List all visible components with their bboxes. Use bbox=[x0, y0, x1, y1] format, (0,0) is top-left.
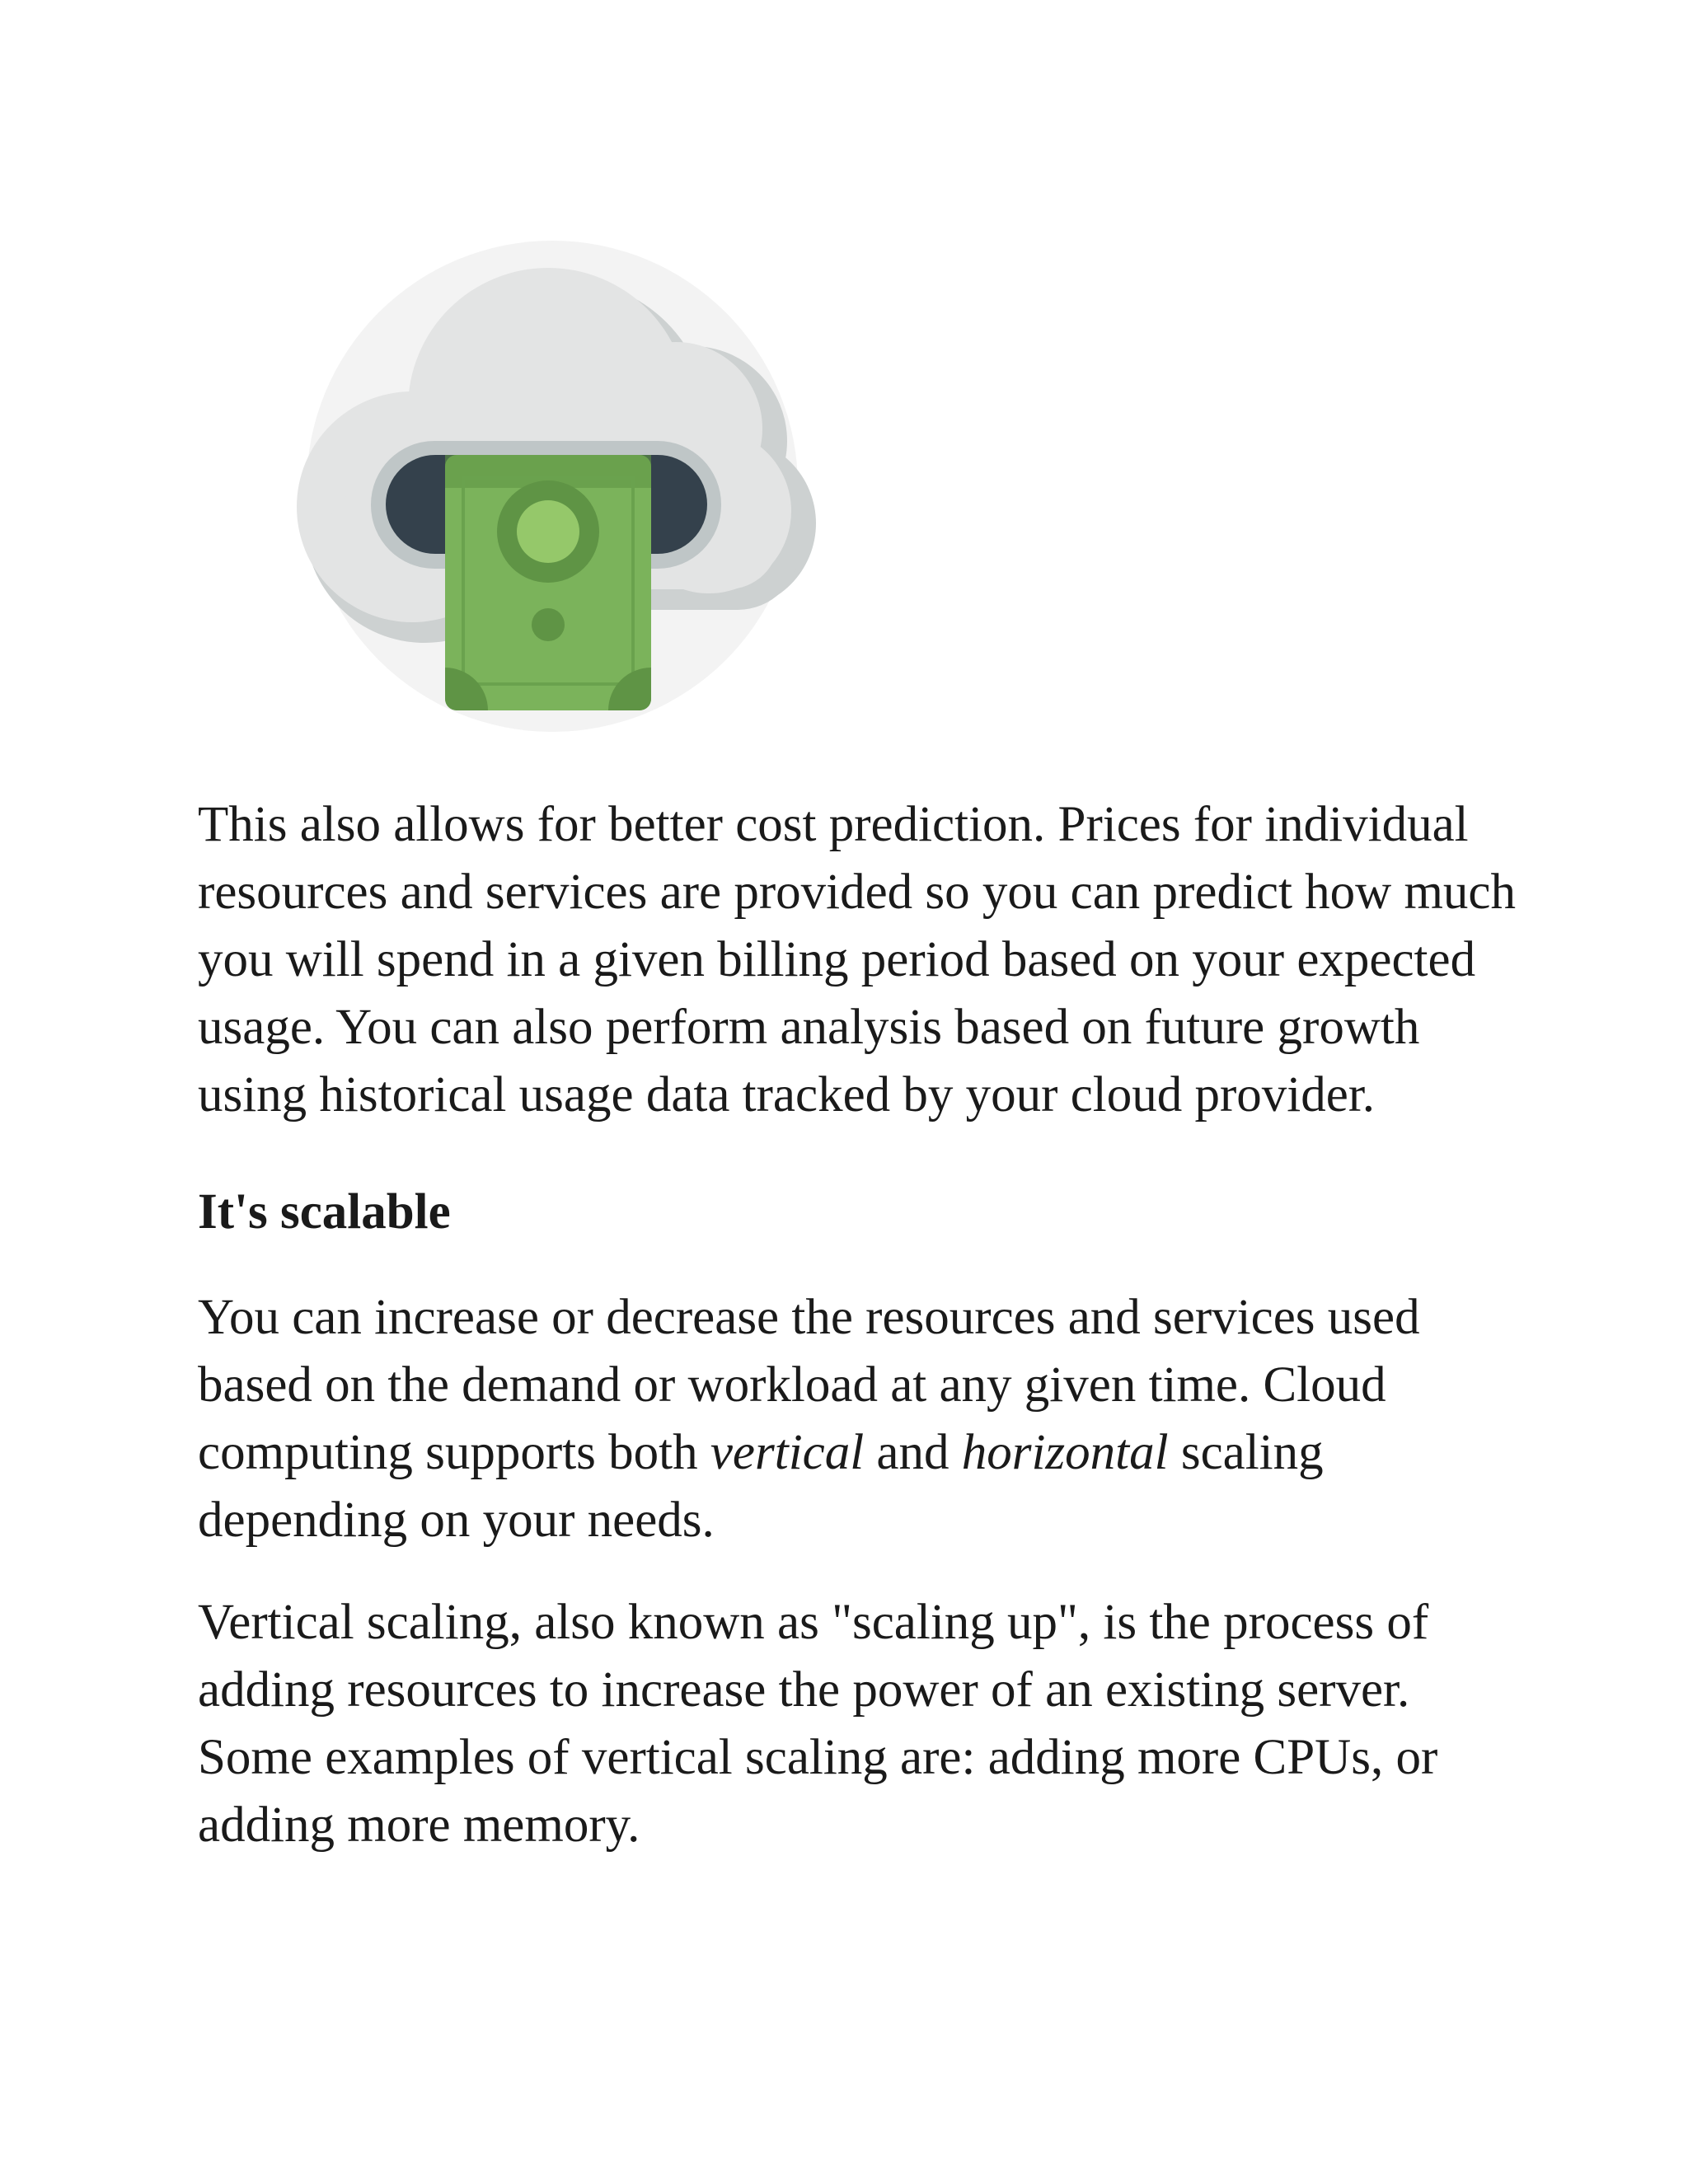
paragraph-scaling-text-2: and bbox=[864, 1425, 962, 1480]
article-content bbox=[198, 791, 1533, 1859]
paragraph-vertical-scaling: Vertical scaling, also known as "scaling up", is the process of adding resources to increase the power of an existing server. Some examples of vertical scaling are: adding more CPUs, or adding more memory. bbox=[198, 1595, 1438, 1853]
emphasis-horizontal: horizontal bbox=[961, 1425, 1169, 1480]
paragraph-scaling-text-3: scaling depending on your needs. bbox=[198, 1425, 1324, 1548]
paragraph-cost-prediction: This also allows for better cost prediction. Prices for individual resources and services are provided so you can predict how much you will spend in a given billing period based on your expected usage. You can also perform analysis based on future growth using historical usage data tracked by your cloud provider. bbox=[198, 797, 1516, 1122]
money-bill-icon bbox=[445, 455, 651, 710]
paragraph-scaling bbox=[198, 1284, 1533, 1554]
cloud-money-icon bbox=[280, 239, 824, 750]
emphasis-vertical: vertical bbox=[710, 1425, 865, 1480]
section-heading-scalable: It's scalable bbox=[198, 1184, 451, 1240]
paragraph-scaling-text-1: You can increase or decrease the resources and services used based on the demand or workload at any given time. Cloud computing supports both bbox=[198, 1290, 1420, 1480]
